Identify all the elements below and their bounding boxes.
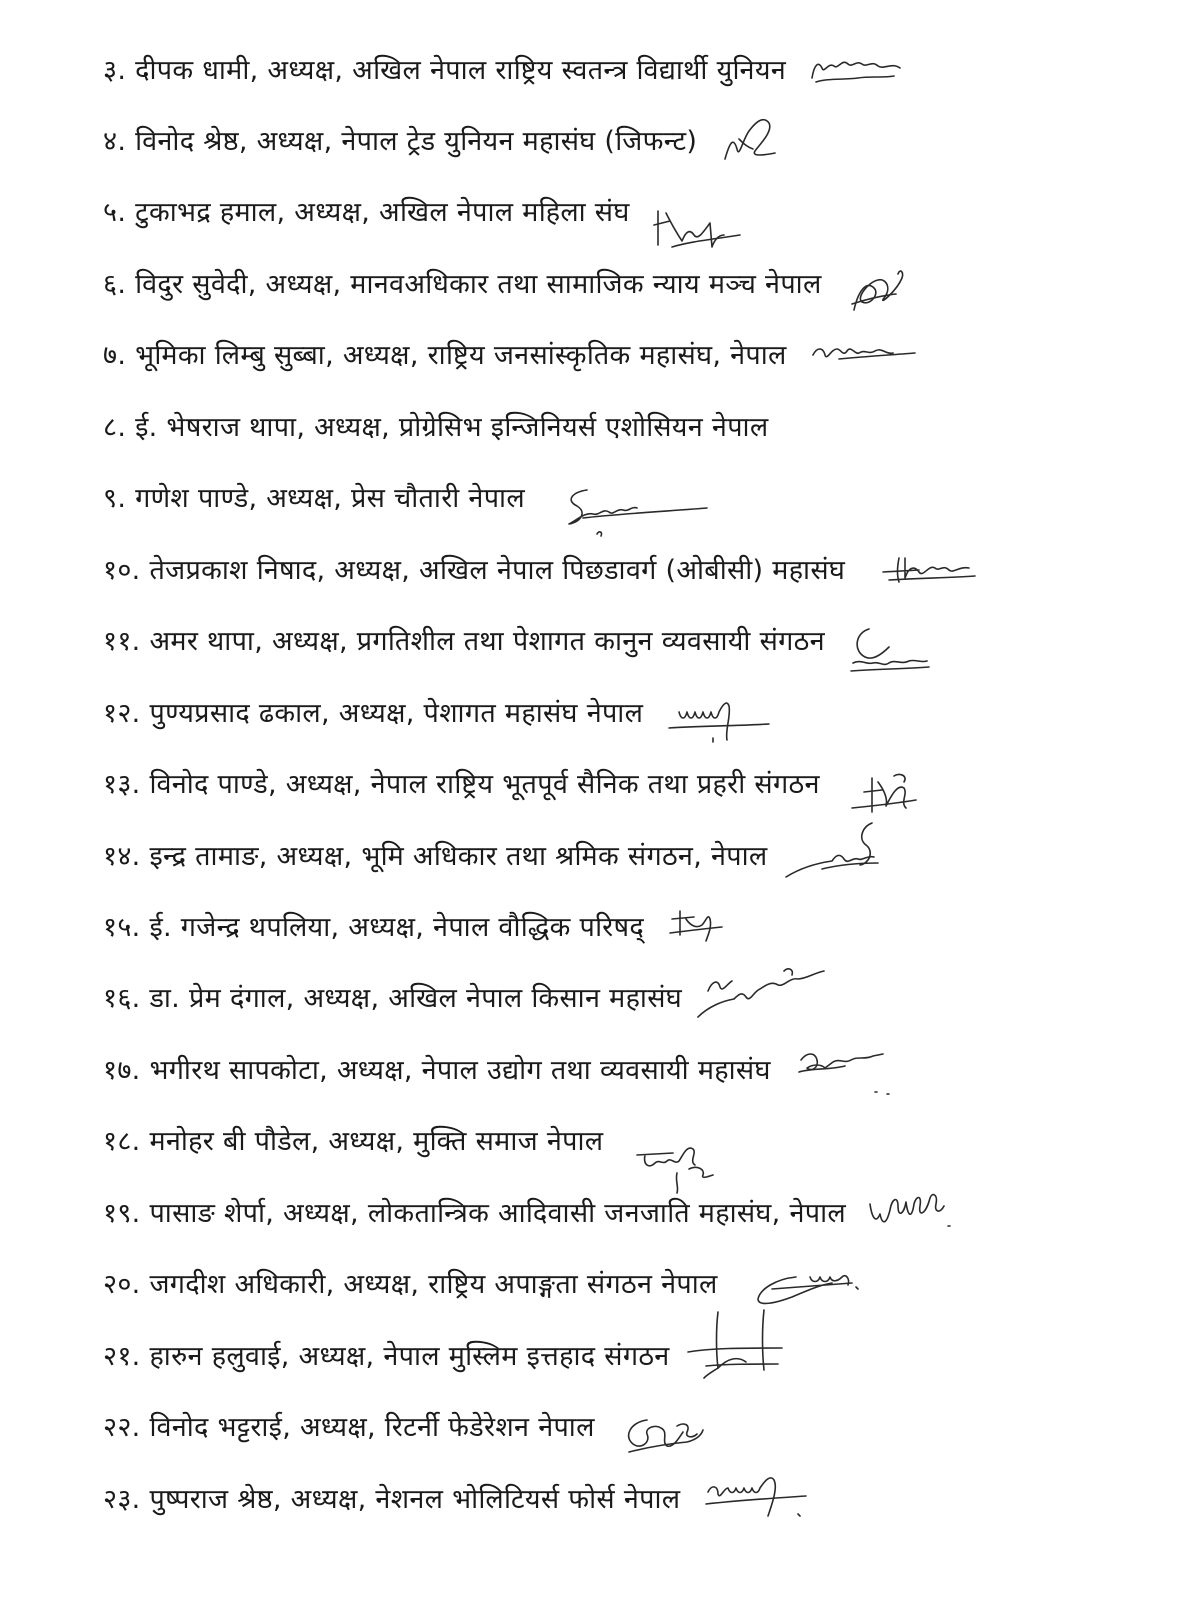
signatory-entry-4	[103, 119, 789, 159]
entry-text: २०. जगदीश अधिकारी, अध्यक्ष, राष्ट्रिय अपाङ्गता संगठन नेपाल	[103, 1268, 718, 1300]
signatory-entry-16	[103, 976, 838, 1016]
entry-text: ६. विदुर सुवेदी, अध्यक्ष, मानवअधिकार तथा सामाजिक न्याय मञ्च नेपाल	[103, 268, 822, 300]
signature-9	[547, 484, 717, 544]
entry-text: १९. पासाङ शेर्पा, अध्यक्ष, लोकतान्त्रिक आदिवासी जनजाति महासंघ, नेपाल	[103, 1197, 846, 1229]
signatory-entry-5	[103, 190, 747, 230]
signature-22	[617, 1408, 727, 1463]
entry-text: २१. हारुन हलुवाई, अध्यक्ष, नेपाल मुस्लिम इत्तहाद संगठन	[103, 1340, 670, 1372]
signatory-entry-19	[103, 1191, 954, 1231]
signatory-entry-23	[103, 1477, 812, 1517]
signatory-entry-11	[103, 619, 932, 659]
signature-17	[793, 1038, 893, 1098]
entry-text: २२. विनोद भट्टराई, अध्यक्ष, रिटर्नी फेडेरेशन नेपाल	[103, 1411, 595, 1443]
signatory-entry-3	[103, 48, 908, 88]
signature-11	[847, 623, 932, 683]
signatory-entry-10	[103, 548, 979, 588]
signature-18	[633, 1135, 733, 1195]
entry-text: १२. पुण्यप्रसाद ढकाल, अध्यक्ष, पेशागत महासंघ नेपाल	[103, 697, 644, 729]
signature-6	[844, 262, 914, 322]
signature-10	[879, 548, 979, 588]
entry-text: ३. दीपक धामी, अध्यक्ष, अखिल नेपाल राष्ट्रिय स्वतन्त्र विद्यार्थी युनियन	[103, 54, 787, 86]
entry-text: १४. इन्द्र तामाङ, अध्यक्ष, भूमि अधिकार तथा श्रमिक संगठन, नेपाल	[103, 840, 768, 872]
signatory-entry-6	[103, 262, 914, 302]
signatory-entry-18	[103, 1119, 733, 1159]
signature-12	[665, 696, 775, 746]
signatory-entry-13	[103, 762, 922, 802]
entry-text: ११. अमर थापा, अध्यक्ष, प्रगतिशील तथा पेशागत कानुन व्यवसायी संगठन	[103, 625, 825, 657]
entry-text: १०. तेजप्रकाश निषाद, अध्यक्ष, अखिल नेपाल पिछडावर्ग (ओबीसी) महासंघ	[103, 554, 846, 586]
signatory-entry-20	[103, 1262, 872, 1302]
entry-text: १७. भगीरथ सापकोटा, अध्यक्ष, नेपाल उद्योग तथा व्यवसायी महासंघ	[103, 1054, 771, 1086]
entry-text: ५. टुकाभद्र हमाल, अध्यक्ष, अखिल नेपाल महिला संघ	[103, 196, 630, 228]
signature-15	[666, 905, 726, 945]
entry-text: १३. विनोद पाण्डे, अध्यक्ष, नेपाल राष्ट्रिय भूतपूर्व सैनिक तथा प्रहरी संगठन	[103, 768, 820, 800]
signatory-entry-17	[103, 1048, 893, 1088]
signature-5	[652, 201, 747, 256]
entry-text: ४. विनोद श्रेष्ठ, अध्यक्ष, नेपाल ट्रेड युनियन महासंघ (जिफन्ट)	[103, 125, 698, 157]
signatory-entry-7	[103, 333, 919, 373]
signature-3	[808, 48, 908, 88]
signature-14	[782, 819, 892, 889]
signatory-entry-12	[103, 691, 775, 731]
entry-text: १८. मनोहर बी पौडेल, अध्यक्ष, मुक्ति समाज नेपाल	[103, 1125, 604, 1157]
signatory-entry-21	[103, 1334, 792, 1374]
signature-23	[702, 1470, 812, 1525]
entry-text: ८. ई. भेषराज थापा, अध्यक्ष, प्रोग्रेसिभ इन्जिनियर्स एशोसियन नेपाल	[103, 411, 769, 443]
entry-text: ७. भूमिका लिम्बु सुब्बा, अध्यक्ष, राष्ट्रिय जनसांस्कृतिक महासंघ, नेपाल	[103, 339, 787, 371]
signatory-entry-8	[103, 405, 768, 445]
signatory-entry-22	[103, 1405, 727, 1445]
signature-19	[864, 1184, 954, 1239]
signature-4	[719, 109, 789, 169]
signatory-entry-9	[103, 476, 717, 516]
signature-21	[682, 1308, 792, 1388]
signature-16	[688, 951, 838, 1021]
entry-text: १५. ई. गजेन्द्र थपलिया, अध्यक्ष, नेपाल वौद्धिक परिषद्	[103, 911, 645, 943]
signatory-entry-15	[103, 905, 726, 945]
entry-text: ९. गणेश पाण्डे, अध्यक्ष, प्रेस चौतारी नेपाल	[103, 482, 525, 514]
signatory-entry-14	[103, 834, 892, 874]
signature-7	[809, 335, 919, 371]
entry-text: १६. डा. प्रेम दंगाल, अध्यक्ष, अखिल नेपाल किसान महासंघ	[103, 982, 683, 1014]
entry-text: २३. पुष्पराज श्रेष्ठ, अध्यक्ष, नेशनल भोलिटियर्स फोर्स नेपाल	[103, 1483, 681, 1515]
